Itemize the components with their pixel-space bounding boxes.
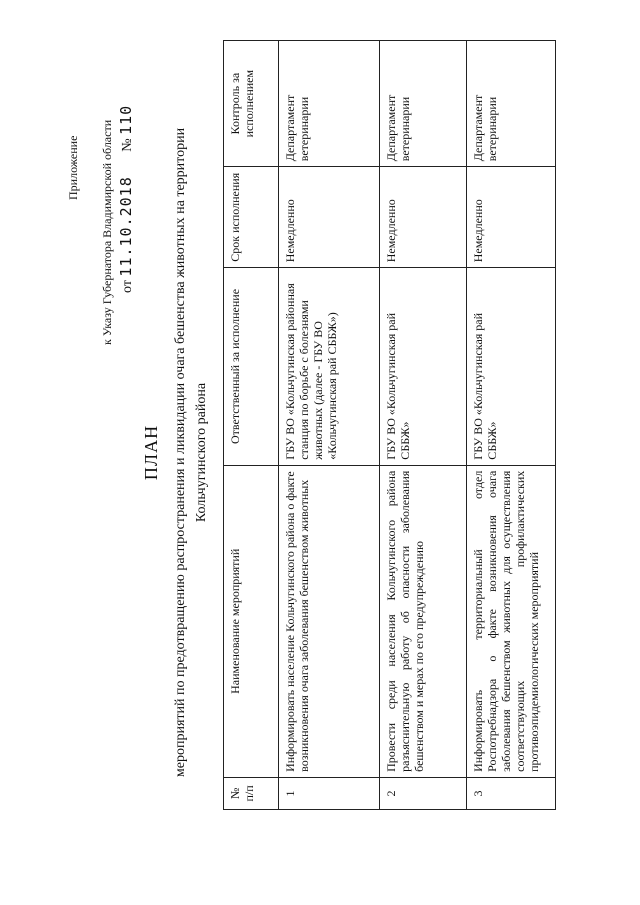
header-control: Контроль за исполнением bbox=[224, 41, 279, 167]
table-header-row bbox=[224, 41, 279, 810]
row-action: Информировать территориальный отдел Роспотребнадзора о факте возникновения очага заболевания бешенством животных для осуществления соответствующих профилактических противоэпидемиологических мероприятий bbox=[467, 465, 556, 777]
plan-subtitle: мероприятий по предотвращению распространения и ликвидации очага бешенства животных на территории bbox=[173, 127, 188, 778]
row-number: 3 bbox=[467, 777, 556, 809]
decree-date-row bbox=[119, 105, 135, 293]
header-number: № п/п bbox=[224, 777, 279, 809]
plan-district: Кольчугинского района bbox=[194, 382, 209, 523]
table-row bbox=[467, 41, 556, 810]
row-action: Информировать население Кольчугинского района о факте возникновения очага заболевания бешенством животных bbox=[279, 465, 380, 777]
row-number: 1 bbox=[279, 777, 380, 809]
row-responsible: ГБУ ВО «Кольчугинская рай СББЖ» bbox=[467, 268, 556, 465]
table-row bbox=[279, 41, 380, 810]
row-control: Департамент ветеринарии bbox=[279, 41, 380, 167]
date-prefix: от bbox=[120, 280, 135, 293]
row-number: 2 bbox=[380, 777, 467, 809]
row-responsible: ГБУ ВО «Кольчугинская рай СББЖ» bbox=[380, 268, 467, 465]
row-deadline: Немедленно bbox=[380, 167, 467, 268]
row-control: Департамент ветеринарии bbox=[467, 41, 556, 167]
row-responsible: ГБУ ВО «Кольчугинская районная станция по борьбе с болезнями животных (далее - ГБУ ВО «Кольчугинская рай СББЖ») bbox=[279, 268, 380, 465]
table-row bbox=[380, 41, 467, 810]
plan-title: ПЛАН bbox=[141, 424, 161, 481]
appendix-label: Приложение bbox=[66, 135, 80, 200]
decree-reference: к Указу Губернатора Владимирской области bbox=[100, 119, 114, 345]
plan-table bbox=[223, 40, 556, 810]
row-action: Провести среди населения Кольчугинского района разъяснительную работу об опасности заболевания бешенством и мерах по его предупреждению bbox=[380, 465, 467, 777]
header-responsible: Ответственный за исполнение bbox=[224, 268, 279, 465]
row-control: Департамент ветеринарии bbox=[380, 41, 467, 167]
decree-date: 11.10.2018 bbox=[117, 176, 135, 277]
row-deadline: Немедленно bbox=[279, 167, 380, 268]
header-action: Наименование мероприятий bbox=[224, 465, 279, 777]
header-deadline: Срок исполнения bbox=[224, 167, 279, 268]
number-prefix: № bbox=[120, 138, 135, 152]
row-deadline: Немедленно bbox=[467, 167, 556, 268]
decree-number: 110 bbox=[117, 104, 135, 135]
